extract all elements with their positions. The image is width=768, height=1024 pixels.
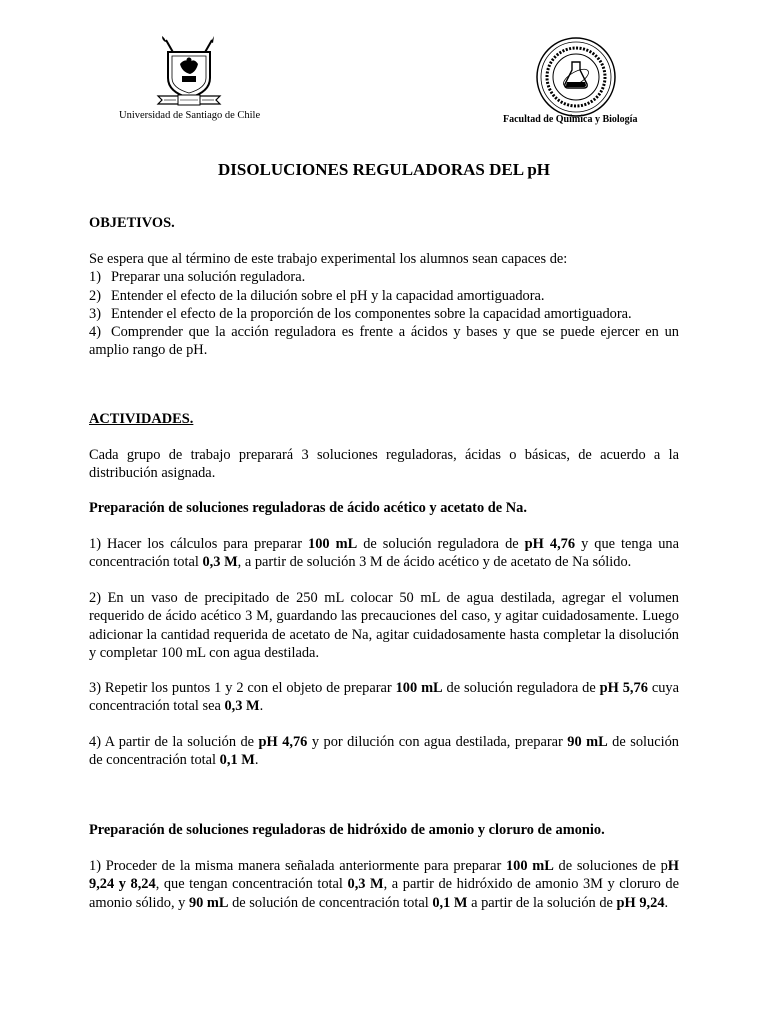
objetivo-item: 1) Preparar una solución reguladora.: [89, 269, 306, 286]
acetico-step-1: 1) Hacer los cálculos para preparar 100 mL de solución reguladora de pH 4,76 y que tenga una concentración total 0,3 M, a partir de solución 3 M de ácido acético y de acetato de Na sólido.: [89, 536, 679, 571]
actividades-heading: ACTIVIDADES.: [89, 411, 194, 427]
acetico-step-3: 3) Repetir los puntos 1 y 2 con el objeto de preparar 100 mL de solución reguladora de pH 5,76 cuya concentración total sea 0,3 M.: [89, 680, 679, 715]
objetivos-intro: Se espera que al término de este trabajo experimental los alumnos sean capaces de:: [89, 251, 568, 267]
document-title: DISOLUCIONES REGULADORAS DEL pH: [217, 160, 551, 179]
faculty-caption: Facultad de Química y Biología: [503, 114, 638, 125]
acetico-step-4: 4) A partir de la solución de pH 4,76 y por dilución con agua destilada, preparar 90 mL de solución de concentración total 0,1 M.: [89, 734, 679, 769]
acetico-step-2: 2) En un vaso de precipitado de 250 mL colocar 50 mL de agua destilada, agregar el volumen requerido de ácido acético 3 M, guardando las precauciones del caso, y agitar cuidadosamente. Luego adicionar la cantidad requerida de acetato de Na, agitar cuidadosamente hasta completar la disolución y completar 100 mL con agua destilada.: [89, 590, 679, 661]
amonio-step-1: 1) Proceder de la misma manera señalada anteriormente para preparar 100 mL de soluciones de pH 9,24 y 8,24, que tengan concentración total 0,3 M, a partir de hidróxido de amonio 3M y cloruro de amonio sólido, y 90 mL de solución de concentración total 0,1 M a partir de la solución de pH 9,24.: [89, 858, 679, 911]
actividades-intro: Cada grupo de trabajo preparará 3 soluciones reguladoras, ácidas o básicas, de acuerdo a la distribución asignada.: [89, 447, 679, 482]
objetivos-heading: OBJETIVOS.: [89, 215, 175, 231]
objetivo-item: 4) Comprender que la acción reguladora es frente a ácidos y bases y que se puede ejercer en un amplio rango de pH.: [89, 324, 679, 359]
faculty-seal: [535, 36, 617, 118]
objetivo-item: 3) Entender el efecto de la proporción de los componentes sobre la capacidad amortiguadora.: [89, 305, 632, 322]
acetico-heading: Preparación de soluciones reguladoras de ácido acético y acetato de Na.: [89, 500, 527, 516]
amonio-heading: Preparación de soluciones reguladoras de hidróxido de amonio y cloruro de amonio.: [89, 822, 605, 838]
university-caption: Universidad de Santiago de Chile: [119, 110, 261, 121]
university-logo: [150, 34, 228, 110]
objetivo-item: 2) Entender el efecto de la dilución sobre el pH y la capacidad amortiguadora.: [89, 287, 545, 304]
objetivos-block: [89, 250, 679, 360]
